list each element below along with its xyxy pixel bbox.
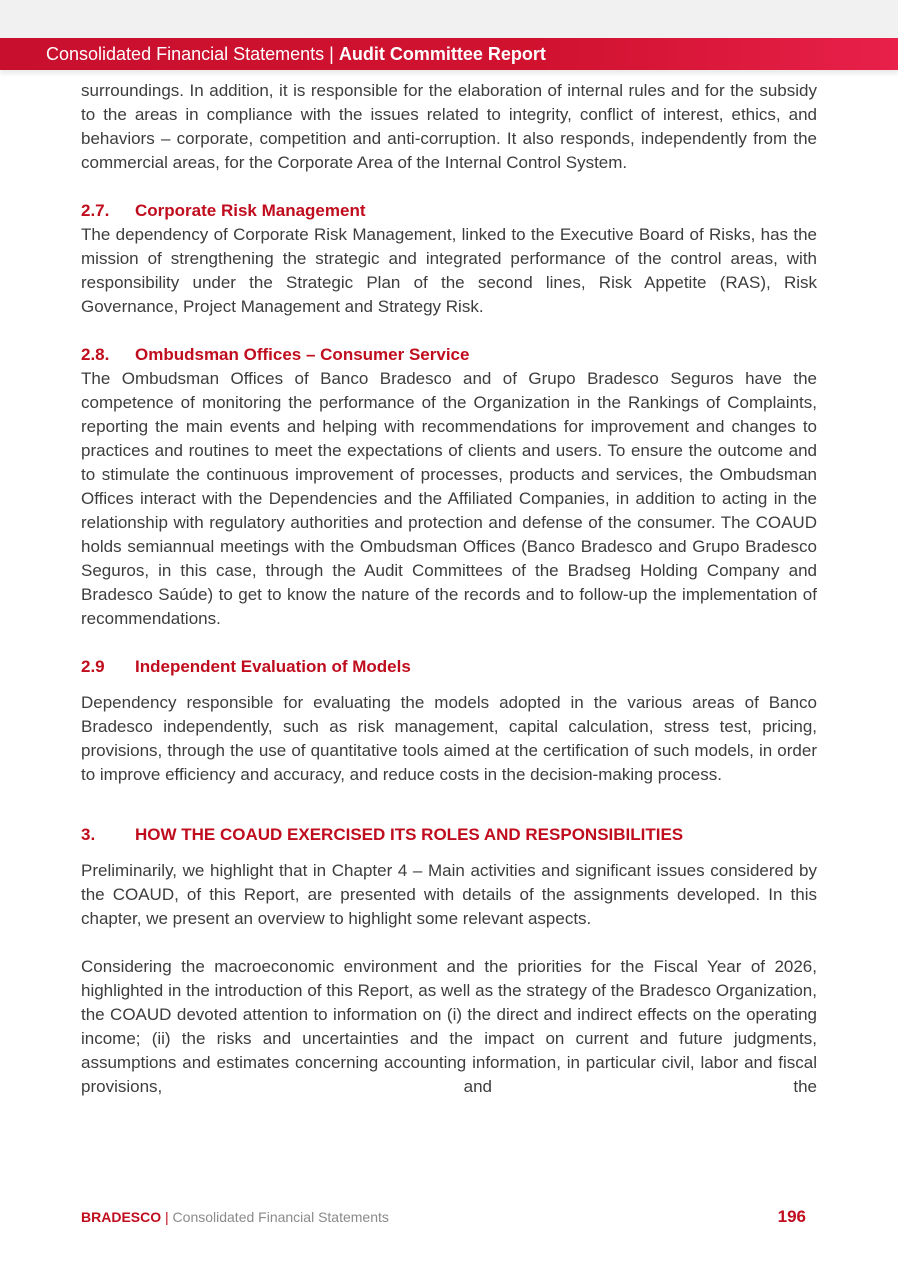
running-header xyxy=(0,38,898,70)
section-heading-2-9 xyxy=(81,655,817,679)
header-title: Audit Committee Report xyxy=(338,44,546,64)
section-number: 2.9 xyxy=(81,657,105,676)
section-number: 2.7. xyxy=(81,201,110,220)
section-body-2-7: The dependency of Corporate Risk Management, linked to the Executive Board of Risks, has the mission of strengthening the strategic and integrated performance of the control areas, with responsibility under the Strategic Plan of the second lines, Risk Appetite (RAS), Risk Governance, Project Management and Strategy Risk. xyxy=(81,225,817,316)
section-body-2-8: The Ombudsman Offices of Banco Bradesco and of Grupo Bradesco Seguros have the competence of monitoring the performance of the Organization in the Rankings of Complaints, reporting the main events and helping with recommendations for improvement and changes to practices and routines to meet the expectations of clients and users. To ensure the outcome and to stimulate the continuous improvement of processes, products and services, the Ombudsman Offices interact with the Dependencies and the Affiliated Companies, in addition to acting in the relationship with regulatory authorities and protection and defense of the consumer. The COAUD holds semiannual meetings with the Ombudsman Offices (Banco Bradesco and Grupo Bradesco Seguros, in this case, through the Audit Committees of the Bradseg Holding Company and Bradesco Saúde) to get to know the nature of the records and to follow-up the implementation of recommendations. xyxy=(81,369,817,628)
footer-separator: | xyxy=(165,1209,169,1225)
footer-subtitle: Consolidated Financial Statements xyxy=(172,1209,389,1225)
chapter-title: HOW THE COAUD EXERCISED ITS ROLES AND RESPONSIBILITIES xyxy=(135,825,684,844)
document-body xyxy=(81,79,817,1099)
section-body-2-9: Dependency responsible for evaluating the models adopted in the various areas of Banco Bradesco independently, such as risk management, capital calculation, stress test, pricing, provisions, through the use of quantitative tools aimed at the certification of such models, in order to improve efficiency and accuracy, and reduce costs in the decision-making process. xyxy=(81,693,817,784)
section-title: Corporate Risk Management xyxy=(135,201,366,220)
section-title: Ombudsman Offices – Consumer Service xyxy=(135,345,470,364)
section-heading-2-7 xyxy=(81,199,817,223)
chapter-paragraph-2: Considering the macroeconomic environment and the priorities for the Fiscal Year of 2026, highlighted in the introduction of this Report, as well as the strategy of the Bradesco Organization, the COAUD devoted attention to information on (i) the direct and indirect effects on the operating income; (ii) the risks and uncertainties and the impact on current and future judgments, assumptions and estimates concerning accounting information, in particular civil, labor and fiscal provisions, and the xyxy=(81,957,817,1096)
section-title: Independent Evaluation of Models xyxy=(135,657,411,676)
page-footer xyxy=(81,1205,806,1229)
chapter-heading-3 xyxy=(81,823,817,847)
chapter-number: 3. xyxy=(81,825,96,844)
chapter-paragraph-1: Preliminarily, we highlight that in Chapter 4 – Main activities and significant issues considered by the COAUD, of this Report, are presented with details of the assignments developed. In this chapter, we present an overview to highlight some relevant aspects. xyxy=(81,861,817,928)
section-heading-2-8 xyxy=(81,343,817,367)
section-number: 2.8. xyxy=(81,345,110,364)
intro-paragraph: surroundings. In addition, it is responsible for the elaboration of internal rules and for the subsidy to the areas in compliance with the issues related to integrity, conflict of interest, ethics, and behaviors – corporate, competition and anti-corruption. It also responds, independently from the commercial areas, for the Corporate Area of the Internal Control System. xyxy=(81,81,817,172)
top-margin-band xyxy=(0,0,898,38)
page-number: 196 xyxy=(777,1207,806,1226)
header-section: Consolidated Financial Statements | xyxy=(46,44,334,64)
footer-brand: BRADESCO xyxy=(81,1209,162,1225)
